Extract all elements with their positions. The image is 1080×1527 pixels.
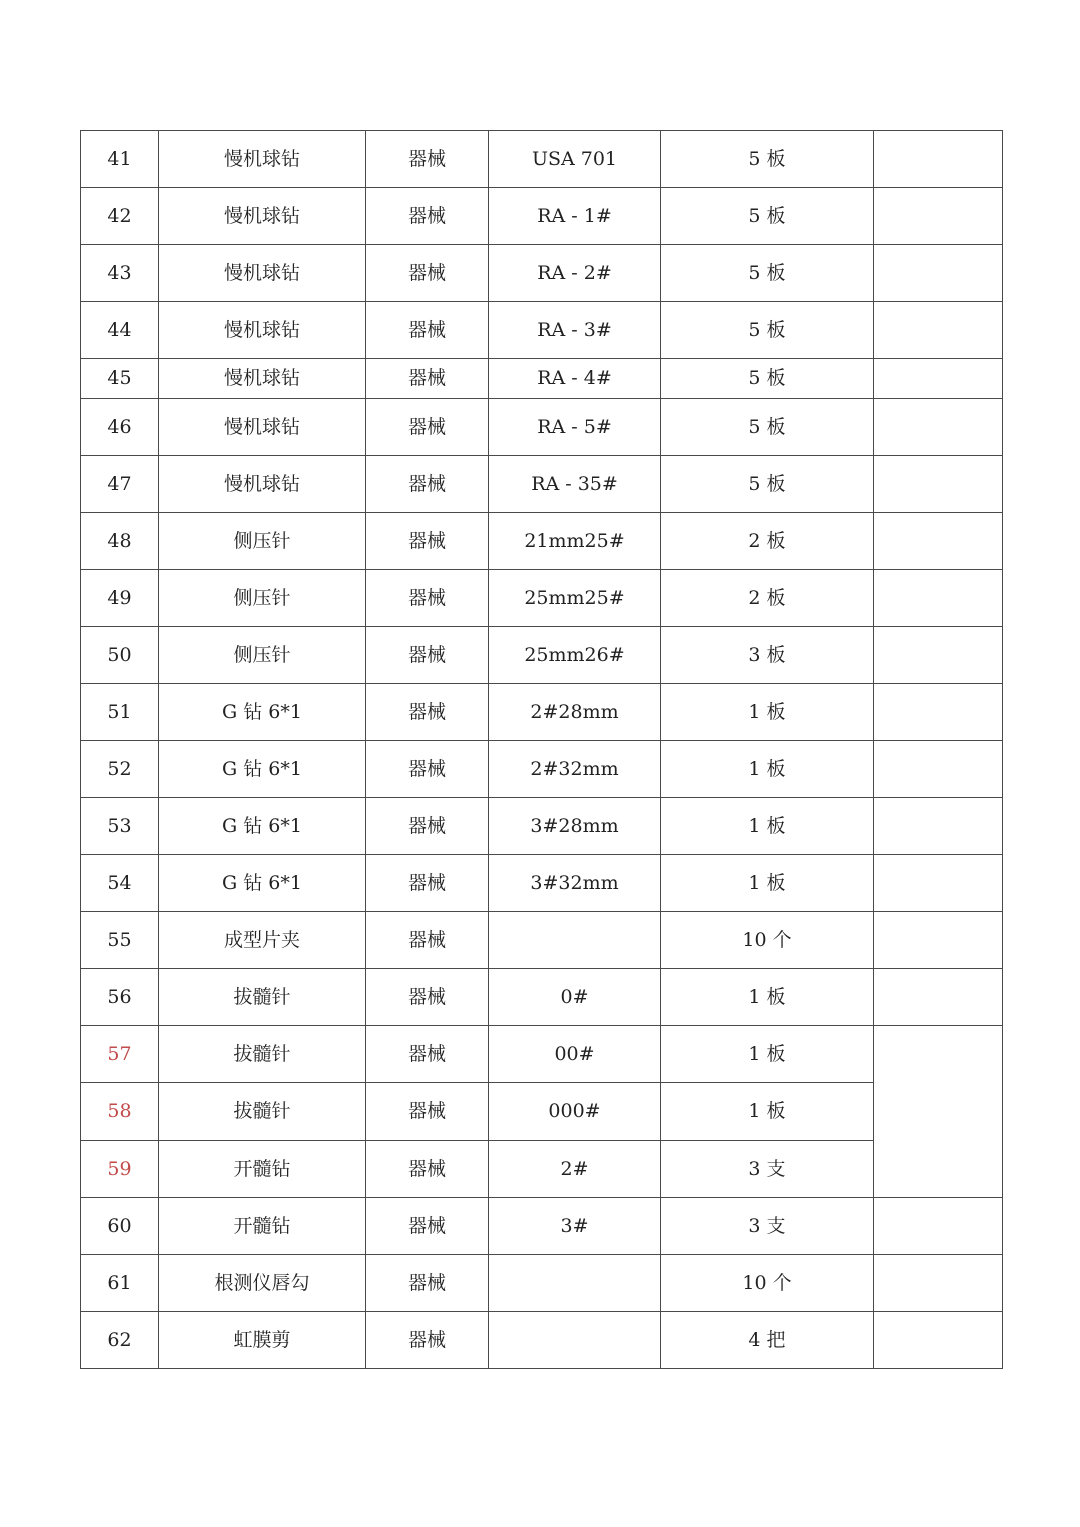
table-row	[81, 1198, 1003, 1255]
item-name: 侧压针	[159, 570, 366, 627]
table-row	[81, 1083, 1003, 1141]
item-quantity: 5 板	[661, 302, 874, 359]
item-category: 器械	[366, 359, 489, 399]
item-quantity: 1 板	[661, 1026, 874, 1083]
row-number: 46	[81, 399, 159, 456]
item-name: G 钻 6*1	[159, 798, 366, 855]
item-category: 器械	[366, 513, 489, 570]
item-category: 器械	[366, 188, 489, 245]
item-quantity: 5 板	[661, 245, 874, 302]
item-note	[874, 912, 1003, 969]
row-number: 55	[81, 912, 159, 969]
item-quantity: 2 板	[661, 513, 874, 570]
item-quantity: 1 板	[661, 1083, 874, 1141]
item-spec: USA 701	[489, 131, 661, 188]
table-row	[81, 188, 1003, 245]
item-note	[874, 570, 1003, 627]
item-note	[874, 1255, 1003, 1312]
table-row	[81, 741, 1003, 798]
row-number: 52	[81, 741, 159, 798]
item-category: 器械	[366, 1026, 489, 1083]
item-spec: 00#	[489, 1026, 661, 1083]
row-number: 47	[81, 456, 159, 513]
item-spec: 2#32mm	[489, 741, 661, 798]
item-quantity: 3 支	[661, 1198, 874, 1255]
item-note	[874, 302, 1003, 359]
row-number: 59	[81, 1141, 159, 1198]
item-category: 器械	[366, 741, 489, 798]
item-category: 器械	[366, 1255, 489, 1312]
row-number: 53	[81, 798, 159, 855]
item-note	[874, 741, 1003, 798]
item-name: 虹膜剪	[159, 1312, 366, 1369]
item-spec: 2#28mm	[489, 684, 661, 741]
item-name: 侧压针	[159, 627, 366, 684]
item-name: 慢机球钻	[159, 359, 366, 399]
item-name: 拔髓针	[159, 1026, 366, 1083]
item-name: G 钻 6*1	[159, 684, 366, 741]
item-name: 慢机球钻	[159, 399, 366, 456]
row-number: 43	[81, 245, 159, 302]
row-number: 61	[81, 1255, 159, 1312]
item-quantity: 10 个	[661, 1255, 874, 1312]
item-spec: RA - 2#	[489, 245, 661, 302]
item-name: 慢机球钻	[159, 188, 366, 245]
item-note	[874, 684, 1003, 741]
item-category: 器械	[366, 245, 489, 302]
item-note	[874, 855, 1003, 912]
item-spec: RA - 5#	[489, 399, 661, 456]
row-number: 60	[81, 1198, 159, 1255]
equipment-table	[80, 130, 1003, 1369]
row-number: 62	[81, 1312, 159, 1369]
item-category: 器械	[366, 302, 489, 359]
item-spec: 000#	[489, 1083, 661, 1141]
row-number: 51	[81, 684, 159, 741]
item-spec: RA - 35#	[489, 456, 661, 513]
row-number: 48	[81, 513, 159, 570]
item-category: 器械	[366, 969, 489, 1026]
item-category: 器械	[366, 1083, 489, 1141]
item-category: 器械	[366, 1198, 489, 1255]
item-name: G 钻 6*1	[159, 741, 366, 798]
table-row	[81, 1255, 1003, 1312]
item-quantity: 3 支	[661, 1141, 874, 1198]
table-row	[81, 1312, 1003, 1369]
item-spec: 2#	[489, 1141, 661, 1198]
item-note	[874, 188, 1003, 245]
item-note	[874, 245, 1003, 302]
item-category: 器械	[366, 570, 489, 627]
table-row	[81, 131, 1003, 188]
item-note	[874, 359, 1003, 399]
table-row	[81, 912, 1003, 969]
row-number: 58	[81, 1083, 159, 1141]
item-spec	[489, 1255, 661, 1312]
item-name: G 钻 6*1	[159, 855, 366, 912]
row-number: 41	[81, 131, 159, 188]
row-number: 42	[81, 188, 159, 245]
item-spec: 3#32mm	[489, 855, 661, 912]
item-note	[874, 1026, 1003, 1198]
table-row	[81, 570, 1003, 627]
item-name: 慢机球钻	[159, 131, 366, 188]
item-spec	[489, 912, 661, 969]
item-quantity: 5 板	[661, 131, 874, 188]
item-quantity: 1 板	[661, 798, 874, 855]
item-quantity: 5 板	[661, 456, 874, 513]
item-quantity: 1 板	[661, 684, 874, 741]
item-name: 拔髓针	[159, 1083, 366, 1141]
item-category: 器械	[366, 798, 489, 855]
item-name: 慢机球钻	[159, 302, 366, 359]
item-name: 开髓钻	[159, 1198, 366, 1255]
item-quantity: 1 板	[661, 969, 874, 1026]
table-row	[81, 1141, 1003, 1198]
table-row	[81, 627, 1003, 684]
row-number: 45	[81, 359, 159, 399]
item-category: 器械	[366, 131, 489, 188]
item-name: 侧压针	[159, 513, 366, 570]
item-note	[874, 513, 1003, 570]
item-quantity: 5 板	[661, 399, 874, 456]
item-name: 慢机球钻	[159, 245, 366, 302]
table-row	[81, 399, 1003, 456]
table-row	[81, 456, 1003, 513]
item-spec: 25mm25#	[489, 570, 661, 627]
table-row	[81, 1026, 1003, 1083]
item-note	[874, 1312, 1003, 1369]
item-name: 拔髓针	[159, 969, 366, 1026]
item-note	[874, 1198, 1003, 1255]
row-number: 49	[81, 570, 159, 627]
table-row	[81, 684, 1003, 741]
item-spec: 25mm26#	[489, 627, 661, 684]
table-row	[81, 798, 1003, 855]
item-quantity: 1 板	[661, 741, 874, 798]
item-name: 成型片夹	[159, 912, 366, 969]
item-category: 器械	[366, 456, 489, 513]
item-spec: 3#28mm	[489, 798, 661, 855]
item-quantity: 5 板	[661, 188, 874, 245]
item-note	[874, 456, 1003, 513]
item-category: 器械	[366, 912, 489, 969]
row-number: 54	[81, 855, 159, 912]
item-spec	[489, 1312, 661, 1369]
item-spec: 3#	[489, 1198, 661, 1255]
item-note	[874, 131, 1003, 188]
item-name: 开髓钻	[159, 1141, 366, 1198]
item-quantity: 1 板	[661, 855, 874, 912]
table-row	[81, 969, 1003, 1026]
item-spec: 0#	[489, 969, 661, 1026]
item-category: 器械	[366, 684, 489, 741]
item-quantity: 5 板	[661, 359, 874, 399]
item-name: 根测仪唇勾	[159, 1255, 366, 1312]
item-spec: 21mm25#	[489, 513, 661, 570]
item-quantity: 3 板	[661, 627, 874, 684]
item-quantity: 10 个	[661, 912, 874, 969]
item-note	[874, 969, 1003, 1026]
item-quantity: 2 板	[661, 570, 874, 627]
item-note	[874, 798, 1003, 855]
item-spec: RA - 3#	[489, 302, 661, 359]
item-category: 器械	[366, 399, 489, 456]
table-row	[81, 302, 1003, 359]
item-spec: RA - 1#	[489, 188, 661, 245]
item-category: 器械	[366, 1141, 489, 1198]
item-category: 器械	[366, 855, 489, 912]
item-quantity: 4 把	[661, 1312, 874, 1369]
row-number: 56	[81, 969, 159, 1026]
row-number: 57	[81, 1026, 159, 1083]
item-note	[874, 399, 1003, 456]
item-category: 器械	[366, 627, 489, 684]
item-spec: RA - 4#	[489, 359, 661, 399]
table-row	[81, 245, 1003, 302]
item-category: 器械	[366, 1312, 489, 1369]
row-number: 50	[81, 627, 159, 684]
item-note	[874, 627, 1003, 684]
table-row	[81, 855, 1003, 912]
item-name: 慢机球钻	[159, 456, 366, 513]
table-body	[81, 131, 1003, 1369]
table-row	[81, 513, 1003, 570]
row-number: 44	[81, 302, 159, 359]
table-row	[81, 359, 1003, 399]
